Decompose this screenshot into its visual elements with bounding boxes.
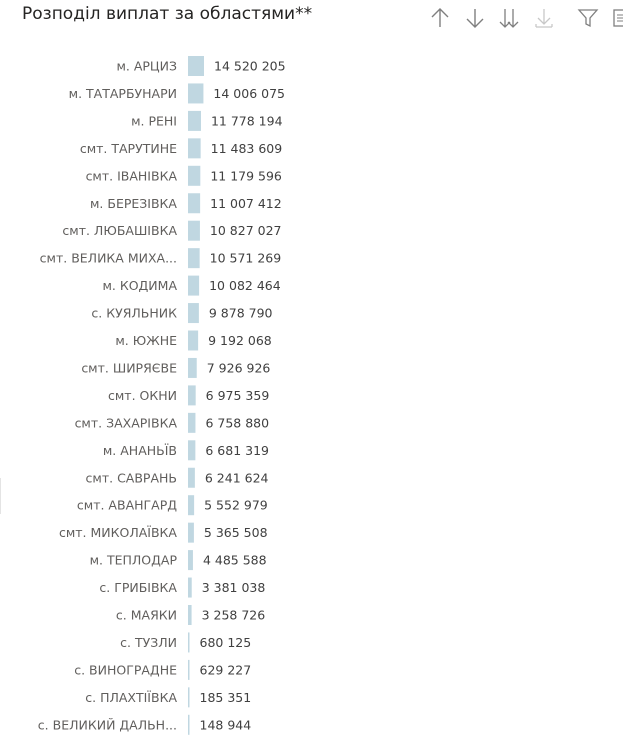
data-label: 10 827 027: [209, 223, 282, 239]
data-label: 5 365 508: [203, 525, 268, 541]
bar[interactable]: [188, 605, 192, 625]
bar-row[interactable]: [62, 221, 281, 241]
category-label: смт. ЛЮБАШІВКА: [62, 223, 177, 239]
data-label: 3 258 726: [201, 607, 266, 623]
bar[interactable]: [188, 248, 200, 268]
data-label: 148 944: [199, 717, 252, 733]
bar-row[interactable]: [75, 413, 270, 433]
category-label: смт. ІВАНІВКА: [85, 168, 177, 184]
bar[interactable]: [188, 523, 194, 543]
bar-row[interactable]: [40, 248, 282, 268]
data-label: 6 241 624: [204, 470, 269, 486]
bar[interactable]: [188, 303, 199, 323]
data-label: 11 483 609: [210, 140, 283, 156]
category-label: м. ЮЖНЕ: [115, 333, 177, 348]
category-label: с. ГРИБІВКА: [99, 580, 177, 596]
data-label: 680 125: [199, 634, 252, 650]
data-label: 11 778 194: [210, 113, 283, 129]
category-label: м. АНАНЬЇВ: [102, 442, 177, 458]
category-label: смт. ШИРЯЄВЕ: [81, 360, 177, 376]
bar[interactable]: [188, 495, 194, 515]
chart-title: Розподіл виплат за областями**: [22, 4, 313, 24]
bar-row[interactable]: [86, 166, 282, 186]
category-label: м. РЕНІ: [131, 113, 177, 129]
data-label: 5 552 979: [204, 497, 268, 513]
category-label: смт. ВЕЛИКА МИХА...: [39, 250, 177, 266]
category-label: смт. АВАНГАРД: [76, 497, 177, 513]
bar-row[interactable]: [91, 303, 272, 323]
bar-row[interactable]: [131, 111, 283, 131]
bar-row[interactable]: [38, 715, 251, 735]
bar[interactable]: [188, 440, 195, 460]
bar-row[interactable]: [77, 495, 268, 515]
bar-row[interactable]: [85, 687, 251, 707]
category-label: с. КУЯЛЬНИК: [91, 305, 177, 321]
category-label: смт. ЗАХАРІВКА: [74, 415, 177, 431]
category-label: м. ТЕПЛОДАР: [89, 552, 177, 568]
bar-row[interactable]: [116, 56, 285, 76]
category-label: м. ТАТАРБУНАРИ: [68, 85, 177, 101]
data-label: 3 381 038: [201, 580, 266, 596]
bar[interactable]: [188, 166, 200, 186]
data-label: 7 926 926: [206, 360, 271, 376]
data-label: 14 006 075: [213, 85, 286, 101]
bar-row[interactable]: [69, 83, 285, 103]
bar[interactable]: [188, 111, 201, 131]
data-label: 10 082 464: [209, 278, 281, 294]
category-label: смт. ОКНИ: [108, 387, 177, 403]
data-label: 14 520 205: [214, 58, 286, 74]
bar[interactable]: [188, 550, 193, 570]
data-label: 9 192 068: [208, 333, 272, 348]
bar[interactable]: [188, 83, 203, 103]
category-label: м. АРЦИЗ: [116, 58, 177, 74]
bar[interactable]: [188, 660, 190, 680]
bar-row[interactable]: [120, 632, 251, 652]
bar-row[interactable]: [59, 523, 268, 543]
bar-row[interactable]: [74, 660, 251, 680]
bar-row[interactable]: [80, 138, 282, 158]
bar[interactable]: [188, 221, 200, 241]
bar-row[interactable]: [115, 331, 271, 351]
bar[interactable]: [188, 468, 195, 488]
bar[interactable]: [188, 56, 204, 76]
bar[interactable]: [188, 632, 190, 652]
category-label: м. КОДИМА: [102, 278, 177, 294]
bar[interactable]: [188, 385, 196, 405]
bar-row[interactable]: [90, 550, 267, 570]
bar[interactable]: [188, 138, 201, 158]
bar[interactable]: [188, 193, 200, 213]
data-label: 11 179 596: [210, 168, 282, 184]
category-label: с. ТУЗЛИ: [120, 634, 177, 650]
category-label: смт. МИКОЛАЇВКА: [58, 525, 177, 541]
bar[interactable]: [188, 578, 192, 598]
data-label: 6 975 359: [205, 387, 270, 403]
data-label: 10 571 269: [209, 250, 282, 266]
data-label: 6 758 880: [205, 415, 270, 431]
bar[interactable]: [188, 331, 198, 351]
bar-row[interactable]: [86, 468, 269, 488]
category-label: с. ВИНОГРАДНЕ: [74, 662, 177, 678]
category-label: м. БЕРЕЗІВКА: [90, 195, 177, 211]
category-label: с. ВЕЛИКИЙ ДАЛЬН...: [37, 717, 177, 733]
category-label: смт. САВРАНЬ: [85, 470, 177, 486]
data-label: 4 485 588: [202, 552, 267, 568]
bar-row[interactable]: [103, 440, 269, 460]
data-label: 185 351: [199, 689, 252, 705]
category-label: смт. ТАРУТИНЕ: [79, 140, 177, 156]
bar-row[interactable]: [102, 276, 280, 296]
data-label: 629 227: [199, 662, 252, 678]
bar-row[interactable]: [99, 578, 265, 598]
bar-row[interactable]: [116, 605, 265, 625]
bar[interactable]: [188, 715, 190, 735]
bar[interactable]: [188, 358, 197, 378]
bar-row[interactable]: [108, 385, 269, 405]
data-label: 9 878 790: [208, 305, 273, 321]
bar[interactable]: [188, 276, 199, 296]
bar[interactable]: [188, 413, 195, 433]
data-label: 11 007 412: [210, 195, 282, 211]
bar[interactable]: [188, 687, 190, 707]
category-label: с. МАЯКИ: [115, 607, 177, 623]
data-label: 6 681 319: [205, 442, 269, 458]
category-label: с. ПЛАХТІЇВКА: [85, 689, 177, 705]
bar-row[interactable]: [90, 193, 282, 213]
bar-row[interactable]: [81, 358, 270, 378]
